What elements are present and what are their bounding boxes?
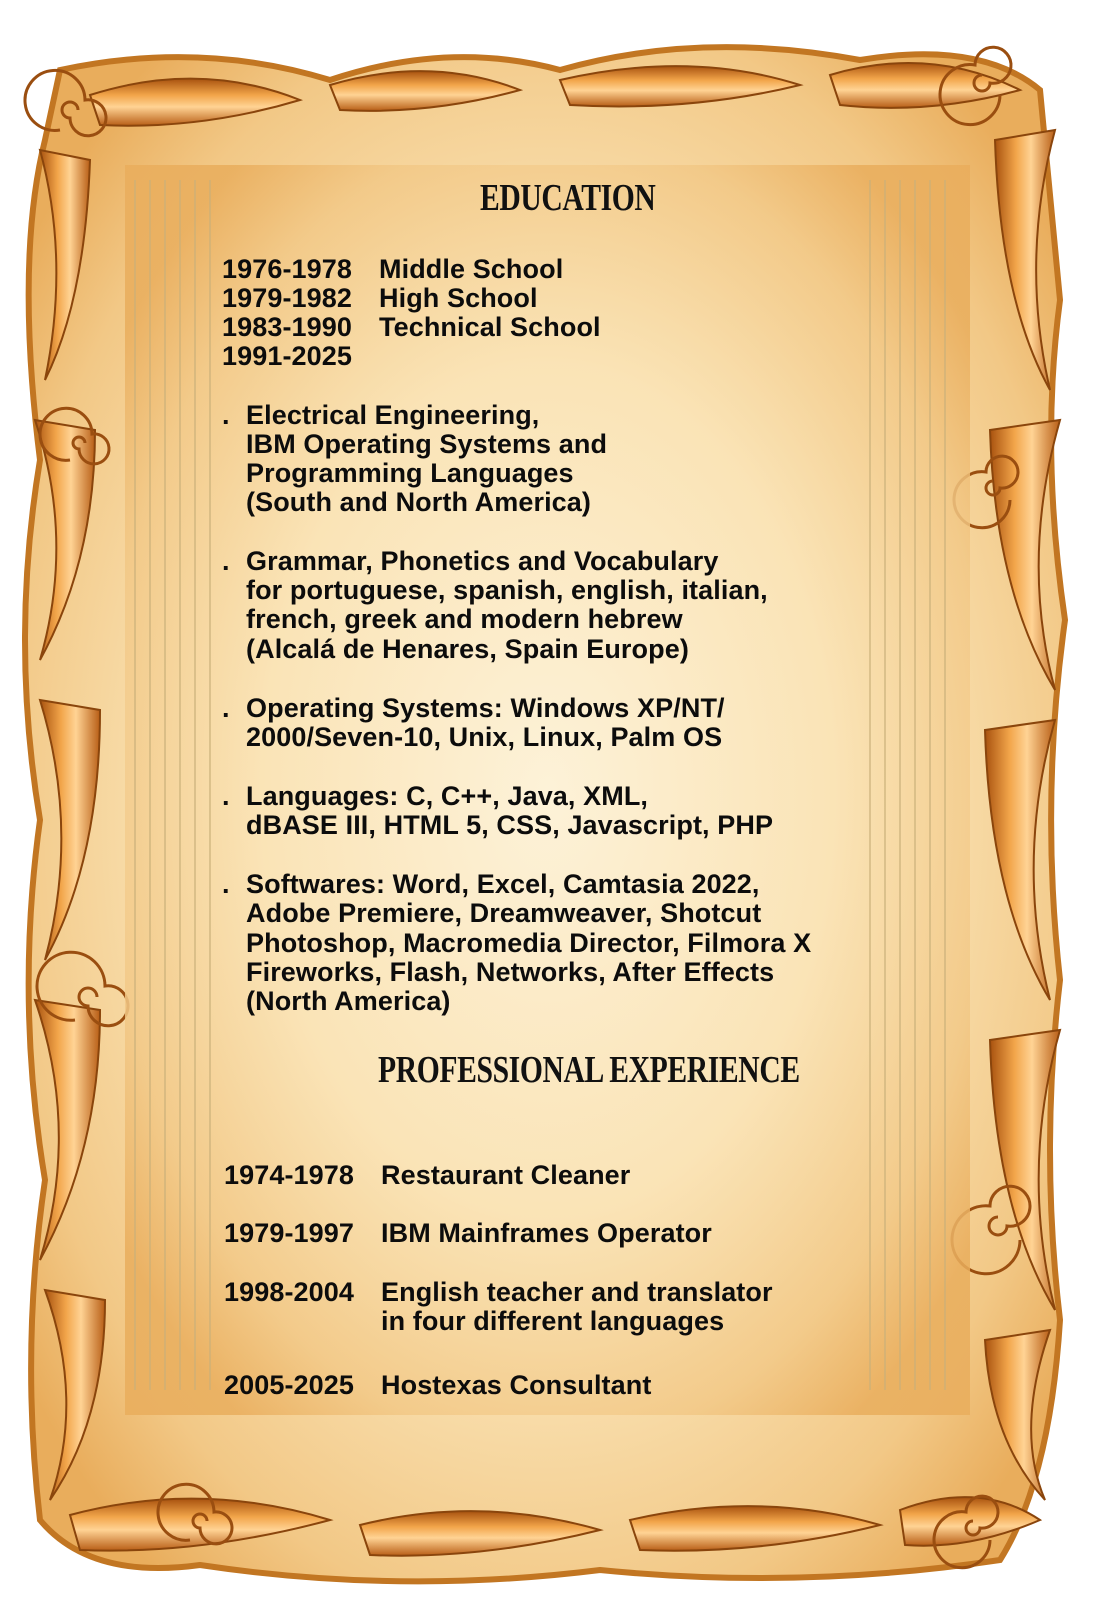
education-item-line: for portuguese, spanish, english, italian, [246,575,768,605]
education-item-line: Grammar, Phonetics and Vocabulary [246,546,719,576]
experience-job [224,1160,630,1190]
education-heading: EDUCATION [480,177,656,219]
experience-job [224,1370,651,1400]
period-years: 1979-1982 [222,283,353,313]
education-item-line: Operating Systems: Windows XP/NT/ [246,693,725,723]
job-years: 1998-2004 [224,1277,355,1307]
education-period [222,254,563,284]
job-years: 2005-2025 [224,1370,355,1400]
job-title: English teacher and translator [381,1277,773,1307]
education-item-line: french, greek and modern hebrew [246,604,683,634]
job-years: 1979-1997 [224,1218,355,1248]
period-years: 1991-2025 [222,341,353,371]
job-title: IBM Mainframes Operator [381,1218,712,1248]
bullet-marker: . [222,781,230,811]
education-period [222,312,601,342]
education-item-line: (North America) [246,986,451,1016]
education-item-line: dBASE III, HTML 5, CSS, Javascript, PHP [246,810,774,840]
education-item-line: Programming Languages [246,458,574,488]
education-item-line: Fireworks, Flash, Networks, After Effects [246,957,775,987]
education-item-line: (Alcalá de Henares, Spain Europe) [246,634,689,664]
period-years: 1983-1990 [222,312,353,342]
education-item-line: Languages: C, C++, Java, XML, [246,781,649,811]
job-years: 1974-1978 [224,1160,355,1190]
education-item-line: Photoshop, Macromedia Director, Filmora X [246,928,812,958]
experience-job [224,1218,712,1248]
bullet-marker: . [222,546,230,576]
education-item-line: (South and North America) [246,487,592,517]
job-title-continuation: in four different languages [381,1306,725,1336]
experience-heading: PROFESSIONAL EXPERIENCE [378,1049,800,1091]
period-years: 1976-1978 [222,254,353,284]
period-label: Technical School [379,312,601,342]
experience-job [224,1277,773,1307]
education-item-line: Softwares: Word, Excel, Camtasia 2022, [246,869,760,899]
period-label: High School [379,283,538,313]
job-title: Restaurant Cleaner [381,1160,631,1190]
education-item-line: 2000/Seven-10, Unix, Linux, Palm OS [246,722,723,752]
education-item-line: Adobe Premiere, Dreamweaver, Shotcut [246,898,762,928]
job-title: Hostexas Consultant [381,1370,652,1400]
bullet-marker: . [222,693,230,723]
bullet-marker: . [222,400,230,430]
education-period [222,341,379,371]
education-item-line: Electrical Engineering, [246,400,540,430]
education-item-line: IBM Operating Systems and [246,429,608,459]
period-label: Middle School [379,254,564,284]
education-period [222,283,538,313]
bullet-marker: . [222,869,230,899]
